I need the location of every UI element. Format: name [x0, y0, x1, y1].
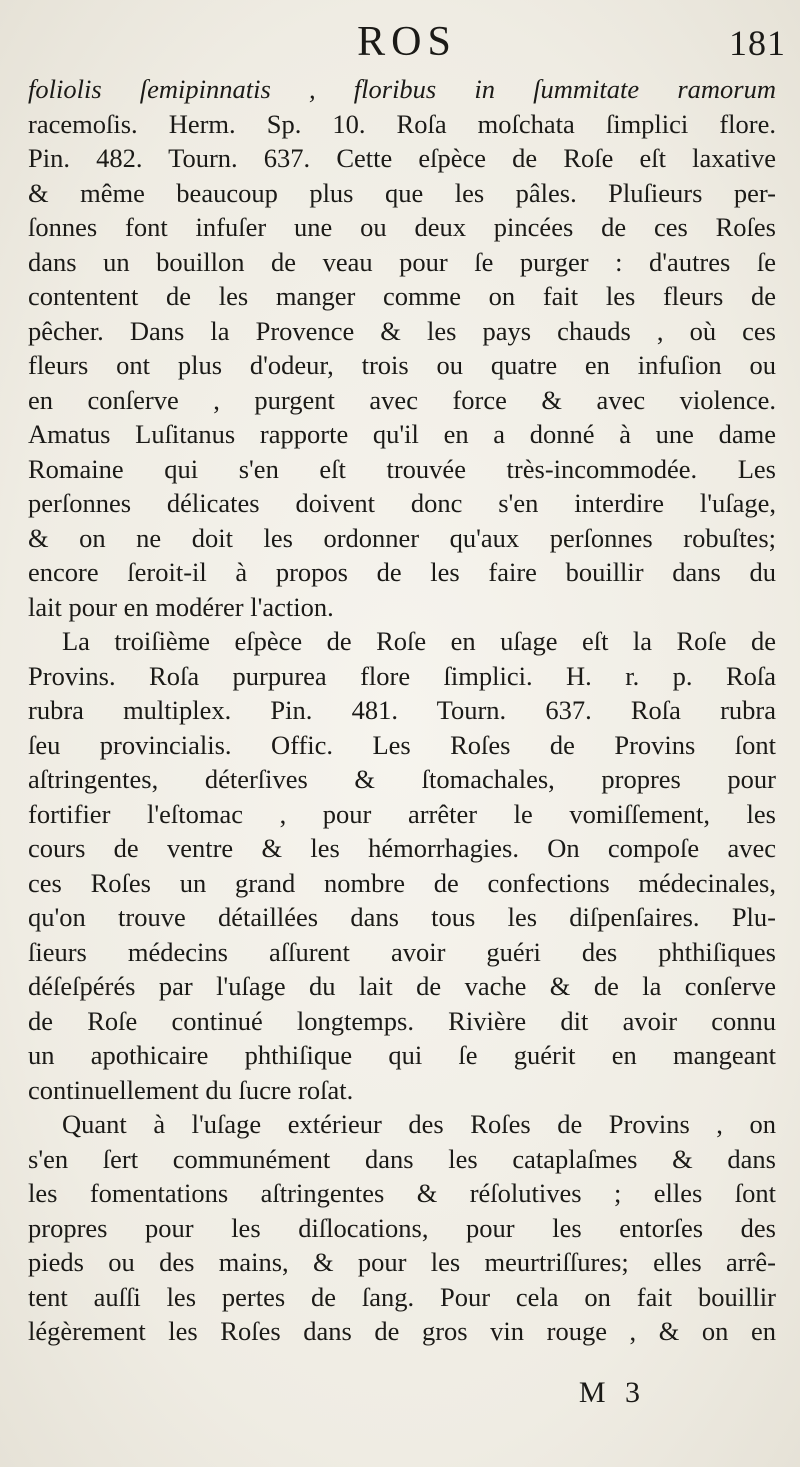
text-line: s'en ſert communément dans les cataplaſmes & dans: [28, 1143, 776, 1174]
text-line: fleurs ont plus d'odeur, trois ou quatre en infuſion ou: [28, 350, 776, 380]
text-line: Quant à l'uſage extérieur des Roſes de Provins , on: [62, 1109, 776, 1139]
text-line: aſtringentes, déterſives & ſtomachales, propres pour: [28, 764, 776, 794]
text-line: cours de ventre & les hémorrhagies. On compoſe avec: [28, 833, 776, 863]
text-line: contentent de les manger comme on fait les fleurs de: [28, 281, 776, 311]
running-head: ROS: [357, 19, 457, 65]
text-line: lait pour en modérer l'action.: [28, 591, 334, 622]
page-number: 181: [729, 23, 786, 63]
text-line: Provins. Roſa purpurea flore ſimplici. H. r. p. Roſa: [28, 660, 776, 691]
text-line: rubra multiplex. Pin. 481. Tourn. 637. Roſa rubra: [28, 695, 776, 725]
text-line: de Roſe continué longtemps. Rivière dit avoir connu: [28, 1005, 776, 1036]
text-line: déſeſpérés par l'uſage du lait de vache & de la conſerve: [28, 971, 776, 1001]
text-line: ſonnes font infuſer une ou deux pincées de ces Roſes: [28, 212, 776, 242]
text-line: racemoſis. Herm. Sp. 10. Roſa moſchata ſimplici flore.: [28, 108, 776, 139]
text-line: fortifier l'eſtomac , pour arrêter le vomiſſement, les: [28, 798, 776, 829]
signature-mark: M 3: [578, 1376, 646, 1409]
text-line: pieds ou des mains, & pour les meurtriſſures; elles arrê-: [28, 1247, 776, 1277]
page-footer: [28, 1376, 776, 1416]
text-line: La troiſième eſpèce de Roſe en uſage eſt la Roſe de: [62, 626, 776, 656]
text-line: en conſerve , purgent avec force & avec violence.: [28, 384, 776, 415]
text-line: ſieurs médecins aſſurent avoir guéri des phthiſiques: [28, 936, 776, 967]
text-line: perſonnes délicates doivent donc s'en interdire l'uſage,: [28, 488, 776, 518]
text-line: ces Roſes un grand nombre de confections médecinales,: [28, 867, 776, 898]
text-line: propres pour les diſlocations, pour les entorſes des: [28, 1212, 776, 1243]
text-line: & même beaucoup plus que les pâles. Pluſieurs per-: [28, 177, 776, 208]
text-line: qu'on trouve détaillées dans tous les diſpenſaires. Plu-: [28, 902, 776, 932]
text-line: un apothicaire phthiſique qui ſe guérit en mangeant: [28, 1040, 776, 1070]
text-line: les fomentations aſtringentes & réſolutives ; elles ſont: [28, 1178, 776, 1208]
text-line: & on ne doit les ordonner qu'aux perſonnes robuſtes;: [28, 522, 776, 553]
text-line: pêcher. Dans la Provence & les pays chauds , où ces: [28, 315, 776, 346]
text-line: Romaine qui s'en eſt trouvée très-incommodée. Les: [28, 453, 776, 484]
text-line: Pin. 482. Tourn. 637. Cette eſpèce de Roſe eſt laxative: [28, 143, 776, 173]
text-line: continuellement du ſucre roſat.: [28, 1074, 354, 1105]
text-line: ſeu provincialis. Offic. Les Roſes de Provins ſont: [28, 729, 776, 760]
text-line: tent auſſi les pertes de ſang. Pour cela on fait bouillir: [28, 1281, 776, 1312]
text-line: encore ſeroit-il à propos de les faire bouillir dans du: [28, 557, 776, 587]
text-line: Amatus Luſitanus rapporte qu'il en a donné à une dame: [28, 419, 776, 449]
page-header: [28, 14, 786, 74]
text-line: foliolis ſemipinnatis , floribus in ſummitate ramorum: [28, 74, 776, 104]
text-line: légèrement les Roſes dans de gros vin rouge , & on en: [28, 1316, 776, 1346]
body-text: [28, 72, 776, 1349]
text-line: dans un bouillon de veau pour ſe purger : d'autres ſe: [28, 246, 776, 277]
